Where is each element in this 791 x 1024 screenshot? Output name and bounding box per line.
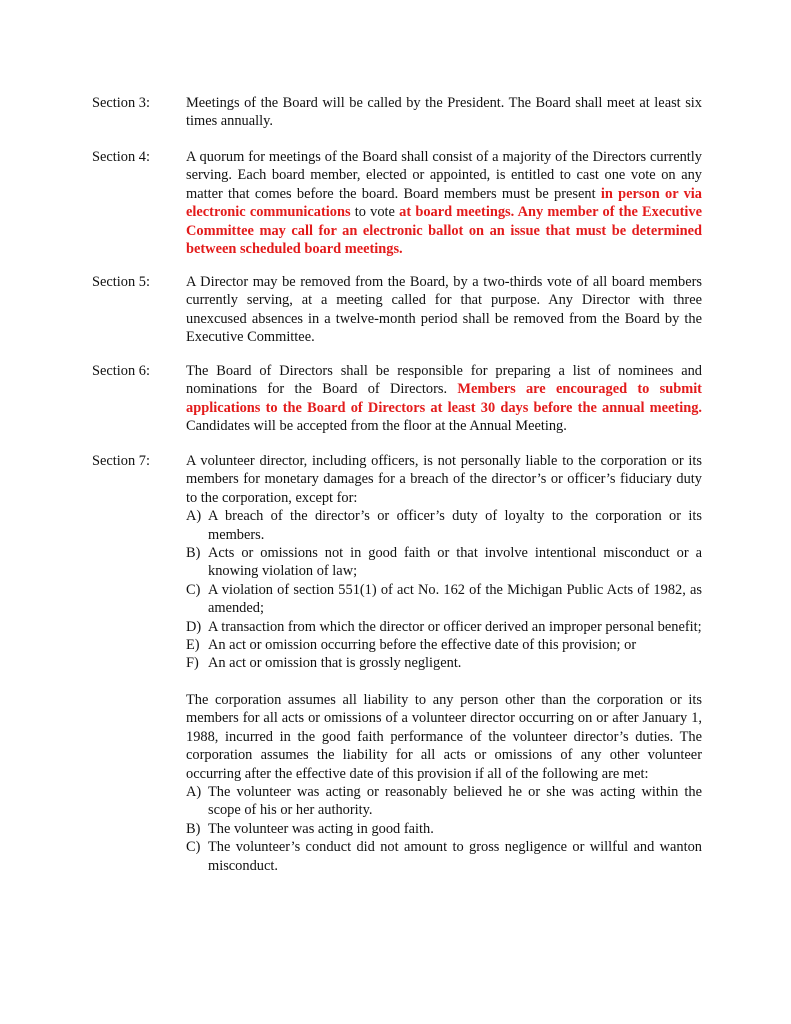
list-marker: A) [186,783,202,800]
section-4-label: Section 4: [92,149,150,165]
list-marker: B) [186,545,201,562]
list-item-text: The volunteer was acting in good faith. [208,820,434,837]
list-item-text: An act or omission occurring before the effective date of this provision; or [208,637,637,654]
section-4-highlight-1: in person or via electronic communications [186,185,702,221]
list-marker: F) [186,655,199,672]
volunteer-conditions-list [186,783,702,875]
list-item-text: An act or omission that is grossly negligent. [208,655,462,672]
section-3-label: Section 3: [92,95,150,111]
paragraph-gap [186,673,702,691]
list-item [186,507,702,544]
section-4-text [186,148,702,258]
section-4-text-part2: to vote [350,204,400,221]
section-5-text: A Director may be removed from the Board, by a two-thirds vote of all board members currently serving, at a meeting called for that purpose. Any Director with three unexcused absences in a twelve-month period shall be removed from the Board by the Executive Committee. [186,274,702,346]
section-6-text-part2: Candidates will be accepted from the floor at the Annual Meeting. [186,418,567,435]
section-6-highlight: Members are encouraged to submit applications to the Board of Directors at least 30 days before the annual meeting. [186,381,702,416]
list-item-text: Acts or omissions not in good faith or that involve intentional misconduct or a knowing violation of law; [208,545,702,580]
list-item [186,654,702,672]
list-marker: D) [186,618,202,635]
list-item [186,618,702,636]
section-6-text-part1: The Board of Directors shall be responsible for preparing a list of nominees and nominations for the Board of Directors. [186,363,702,398]
section-5-label: Section 5: [92,274,150,290]
section-7-liability-paragraph: The corporation assumes all liability to any person other than the corporation or its members for all acts or omissions of a volunteer director occurring on or after January 1, 1988, incurred in the good faith performance of the volunteer director’s duties. The corporation assumes the liability for all acts or omissions of any other volunteer occurring after the effective date of this provision if all of the following are met: [186,691,702,782]
list-marker: A) [186,508,202,525]
section-3-text: Meetings of the Board will be called by the President. The Board shall meet at least six times annually. [186,95,702,130]
section-6-label: Section 6: [92,363,150,379]
list-item-text: The volunteer was acting or reasonably believed he or she was acting within the scope of his or her authority. [208,783,702,819]
section-7-body [186,452,702,875]
section-7-intro: A volunteer director, including officers, is not personally liable to the corporation or its members for monetary damages for a breach of the director’s or officer’s fiduciary duty to the corporation, except for: [186,453,702,506]
section-7-label: Section 7: [92,453,150,469]
list-item-text: A violation of section 551(1) of act No. 162 of the Michigan Public Acts of 1982, as amended; [208,581,702,617]
list-item [186,838,702,875]
list-item [186,783,702,820]
list-item [186,820,702,838]
list-marker: C) [186,839,201,856]
liability-exceptions-list [186,507,702,673]
list-item [186,581,702,618]
list-item [186,636,702,654]
section-4-text-part1: A quorum for meetings of the Board shall consist of a majority of the Directors currently serving. Each board member, elected or appointed, is entitled to cast one vote on any matter that comes before the board. Board members must be present [186,149,702,202]
section-6-text [186,362,702,436]
list-item-text: The volunteer’s conduct did not amount to gross negligence or willful and wanton misconduct. [208,839,702,874]
list-marker: E) [186,637,200,654]
section-4-highlight-2: at board meetings. Any member of the Executive Committee may call for an electronic ballot on an issue that must be determined between scheduled board meetings. [186,204,702,258]
list-marker: C) [186,581,201,598]
list-item-text: A breach of the director’s or officer’s duty of loyalty to the corporation or its members. [208,508,702,543]
list-item-text: A transaction from which the director or officer derived an improper personal benefit; [208,618,702,635]
list-marker: B) [186,820,201,837]
list-item [186,544,702,581]
